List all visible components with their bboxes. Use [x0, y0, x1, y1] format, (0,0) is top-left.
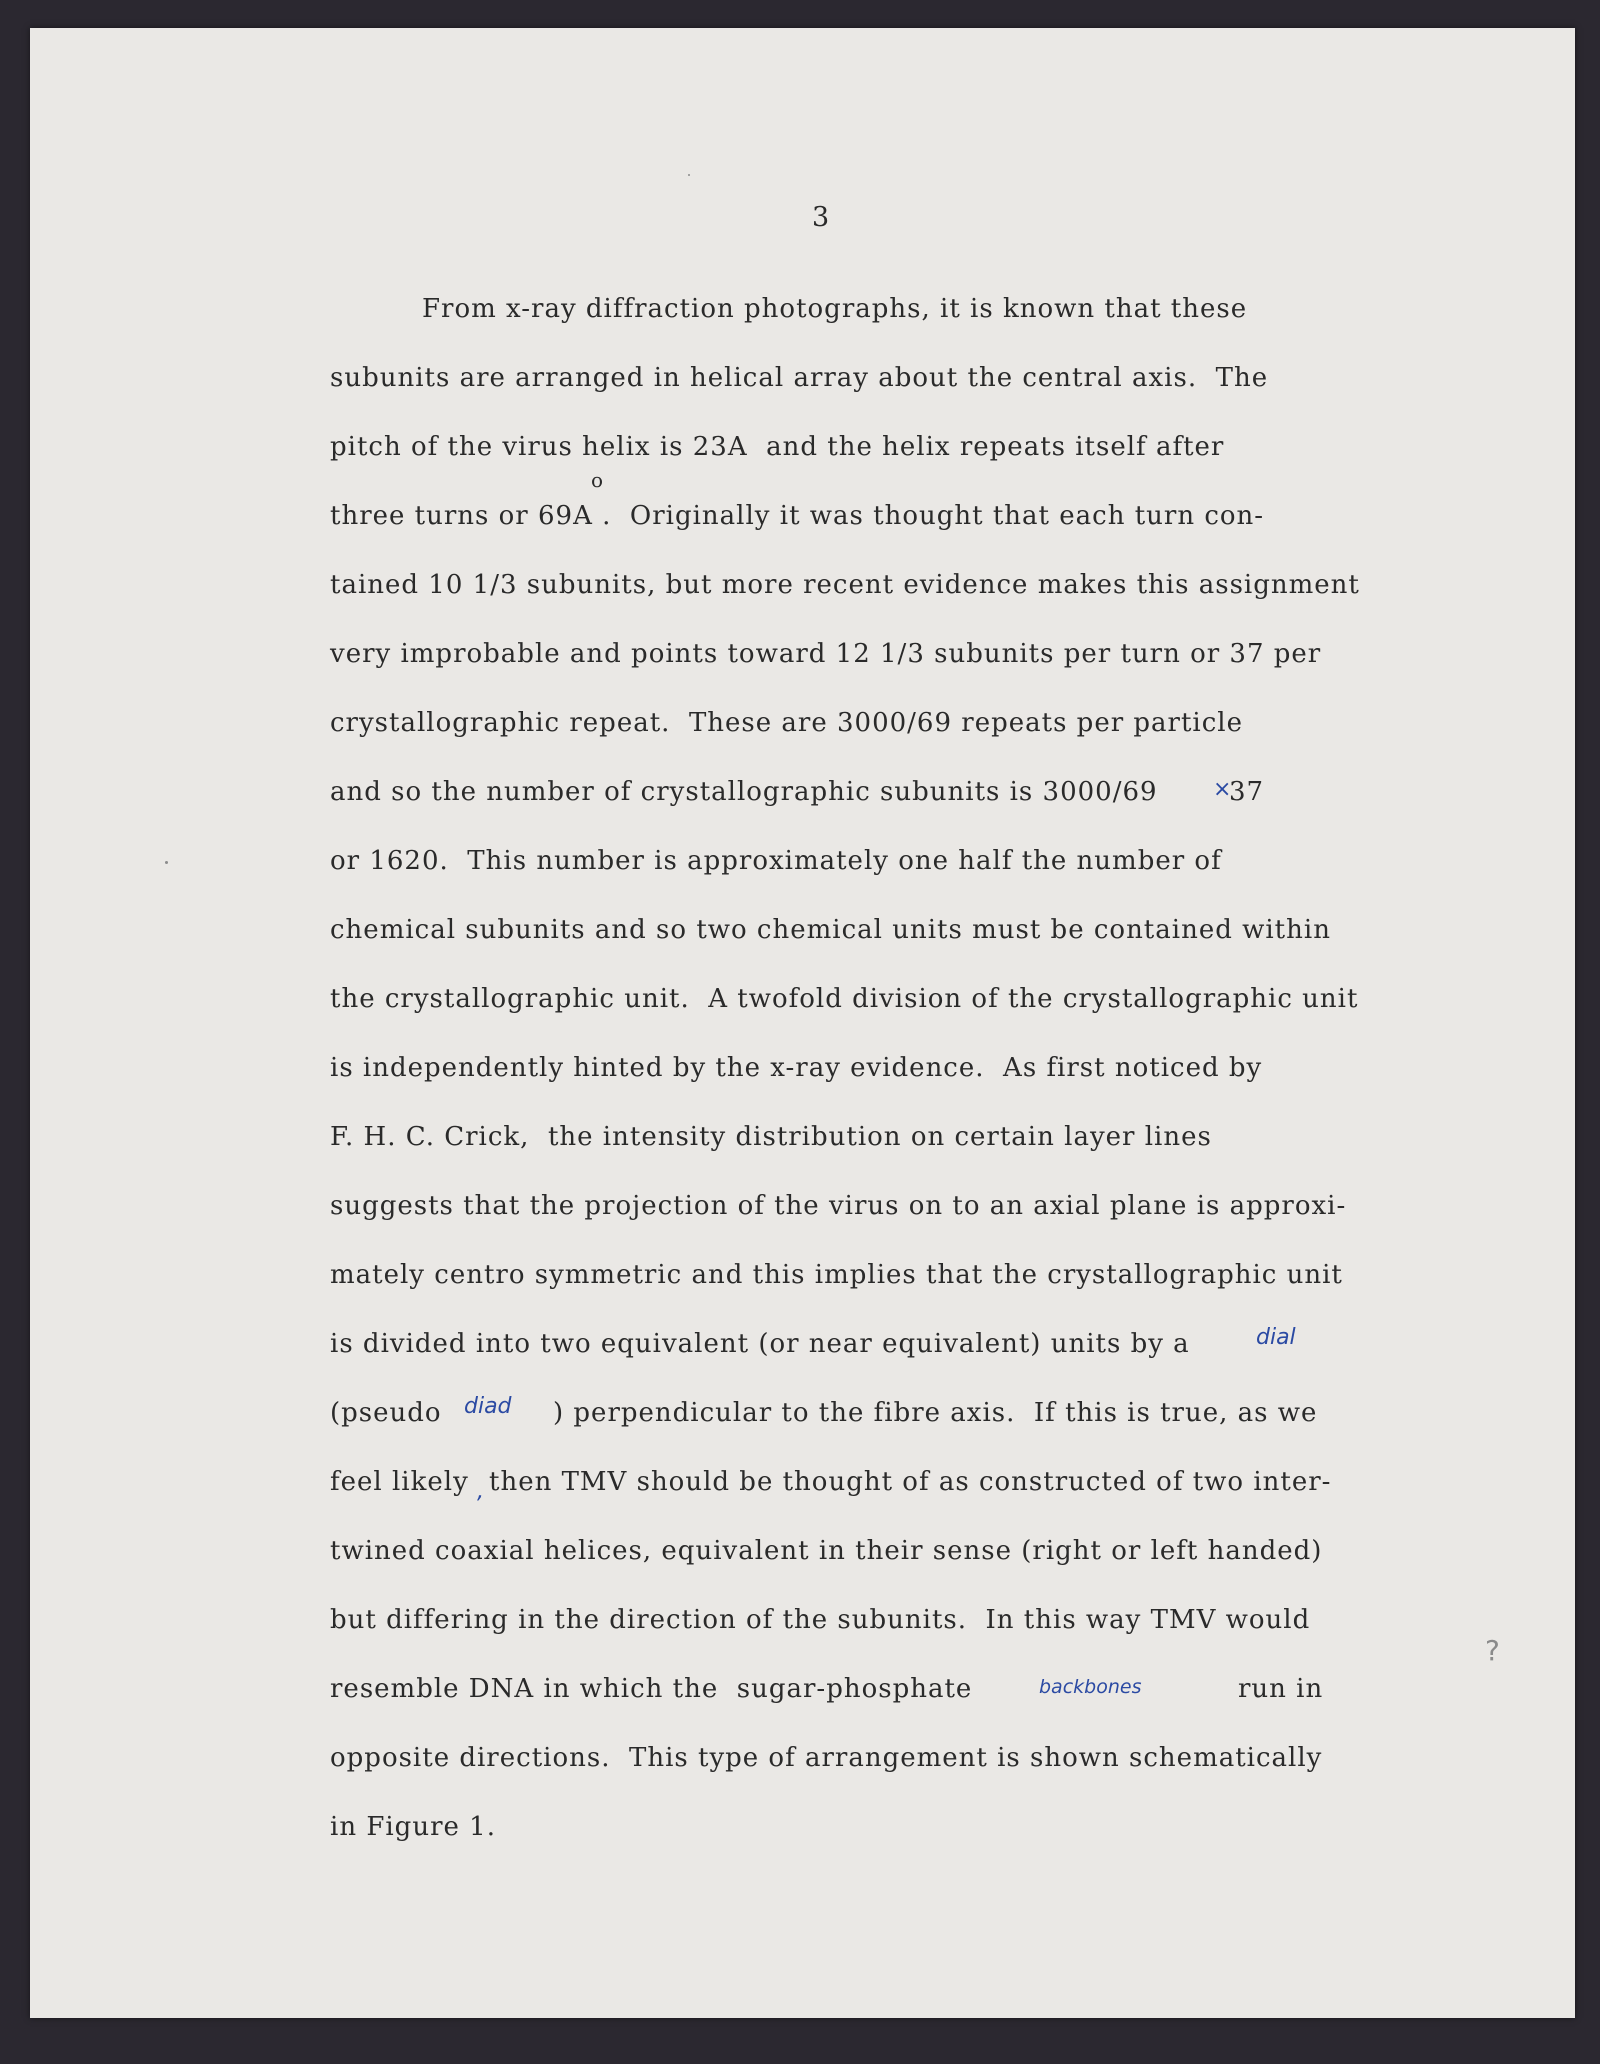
text-line: mately centro symmetric and this implies that the crystallographic unit	[330, 1260, 1343, 1290]
text-line: From x-ray diffraction photographs, it is known that these	[422, 294, 1248, 324]
text-line: or 1620. This number is approximately one half the number of	[330, 846, 1222, 876]
text-line: tained 10 1/3 subunits, but more recent evidence makes this assignment	[330, 570, 1360, 600]
text-line: resemble DNA in which the sugar-phosphate	[330, 1674, 973, 1704]
document-page	[30, 28, 1575, 2018]
text-line: (pseudo	[330, 1398, 442, 1428]
paper-speck	[165, 861, 168, 864]
text-line: run in	[1238, 1674, 1324, 1704]
angstrom-ring: o	[591, 468, 604, 492]
text-line: very improbable and points toward 12 1/3 subunits per turn or 37 per	[330, 639, 1322, 669]
page-number: 3	[812, 202, 830, 233]
text-line: 37	[1229, 777, 1265, 807]
text-line: three turns or 69A . Originally it was thought that each turn con-	[330, 501, 1265, 531]
handwritten-diad: diad	[464, 1394, 512, 1419]
margin-question-mark: ?	[1485, 1634, 1500, 1667]
text-line: subunits are arranged in helical array about the central axis. The	[330, 363, 1269, 393]
text-line: ) perpendicular to the fibre axis. If this is true, as we	[553, 1398, 1318, 1428]
text-line: opposite directions. This type of arrangement is shown schematically	[330, 1743, 1323, 1773]
handwritten-comma: ,	[477, 1479, 484, 1504]
text-line: the crystallographic unit. A twofold division of the crystallographic unit	[330, 984, 1359, 1014]
handwritten-multiply-mark: ×	[1213, 777, 1232, 802]
text-line: feel likely	[330, 1467, 469, 1497]
text-line: but differing in the direction of the subunits. In this way TMV would	[330, 1605, 1311, 1635]
paper-speck	[688, 174, 690, 176]
text-line: and so the number of crystallographic subunits is 3000/69	[330, 777, 1158, 807]
text-line: twined coaxial helices, equivalent in their sense (right or left handed)	[330, 1536, 1323, 1566]
handwritten-dial: dial	[1256, 1325, 1296, 1350]
text-line: chemical subunits and so two chemical units must be contained within	[330, 915, 1331, 945]
text-line: is independently hinted by the x-ray evidence. As first noticed by	[330, 1053, 1263, 1083]
text-line: crystallographic repeat. These are 3000/69 repeats per particle	[330, 708, 1243, 738]
text-line: then TMV should be thought of as constructed of two inter-	[489, 1467, 1332, 1497]
handwritten-backbones: backbones	[1039, 1676, 1142, 1698]
text-line: in Figure 1.	[330, 1812, 496, 1842]
text-line: pitch of the virus helix is 23A and the helix repeats itself after	[330, 432, 1225, 462]
text-line: F. H. C. Crick, the intensity distribution on certain layer lines	[330, 1122, 1212, 1152]
text-line: suggests that the projection of the virus on to an axial plane is approxi-	[330, 1191, 1347, 1221]
text-line: is divided into two equivalent (or near equivalent) units by a	[330, 1329, 1190, 1359]
